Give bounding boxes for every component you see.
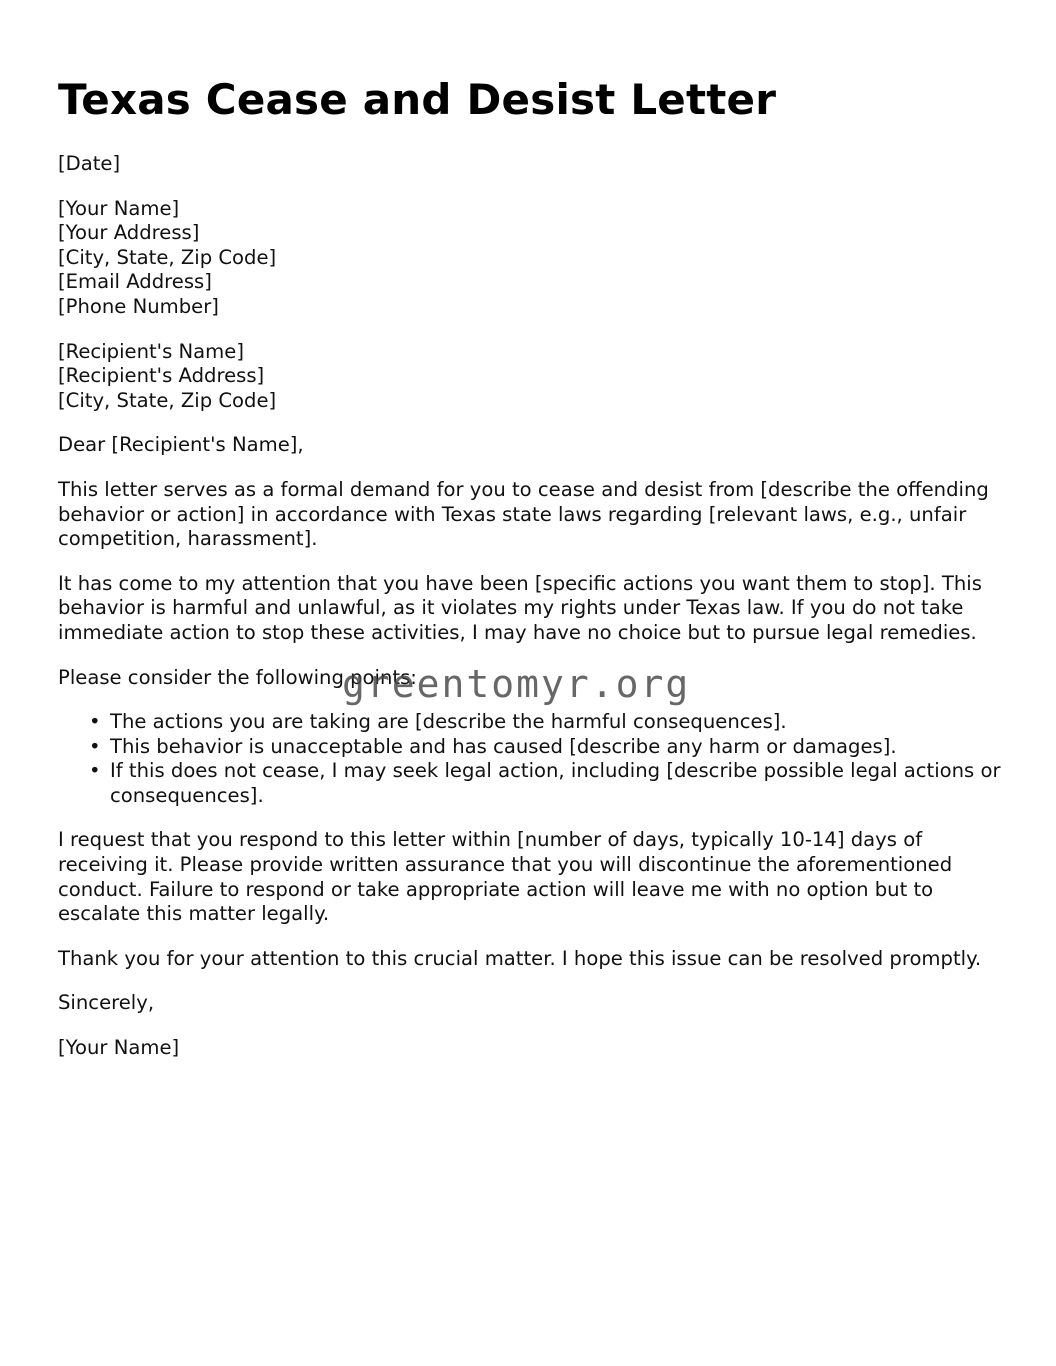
watermark: greentomyr.org: [342, 662, 691, 706]
list-item-text: This behavior is unacceptable and has caused [describe any harm or damages].: [110, 734, 897, 758]
recipient-address: [Recipient's Address]: [58, 364, 265, 388]
list-item: [89, 734, 1003, 760]
bullet-icon: •: [89, 710, 101, 734]
paragraph-response-request: I request that you respond to this letter within [number of days, typically 10-14] days of receiving it. Please provide written assurance that you will discontinue the aforementioned conduct. Failure to respond or take appropriate action will leave me with no option but to escalate this matter legally.: [58, 828, 953, 926]
list-item: [89, 759, 1003, 808]
letter-page: [58, 0, 1003, 1061]
paragraph-points-intro: Please consider the following points:: [58, 665, 417, 689]
list-item: [89, 710, 1003, 735]
recipient-block: [58, 340, 1003, 414]
sender-address: [Your Address]: [58, 221, 200, 245]
recipient-city-state-zip: [City, State, Zip Code]: [58, 388, 277, 412]
paragraph-attention: It has come to my attention that you have been [specific actions you want them to stop]. This behavior is harmful and unlawful, as it violates my rights under Texas law. If you do not take immediate action to stop these activities, I may have no choice but to pursue legal remedies.: [58, 571, 982, 644]
list-item-text: If this does not cease, I may seek legal action, including [describe possible legal actions or consequences].: [110, 759, 1001, 807]
sender-city-state-zip: [City, State, Zip Code]: [58, 245, 277, 269]
closing: Sincerely,: [58, 991, 155, 1015]
letter-date: [Date]: [58, 152, 121, 175]
sender-phone: [Phone Number]: [58, 294, 219, 318]
bullet-icon: •: [89, 734, 101, 758]
paragraph-demand: This letter serves as a formal demand for you to cease and desist from [describe the offending behavior or action] in accordance with Texas state laws regarding [relevant laws, e.g., unfair competition, harassment].: [58, 477, 989, 551]
bullet-icon: •: [89, 759, 101, 783]
sender-block: [58, 197, 1003, 320]
list-item-text: The actions you are taking are [describe the harmful consequences].: [110, 710, 787, 734]
paragraph-thanks: Thank you for your attention to this crucial matter. I hope this issue can be resolved promptly.: [58, 946, 982, 970]
recipient-name: [Recipient's Name]: [58, 339, 244, 363]
points-list: [58, 710, 1003, 808]
signature: [Your Name]: [58, 1036, 180, 1060]
sender-email: [Email Address]: [58, 270, 212, 294]
sender-name: [Your Name]: [58, 196, 180, 220]
page-title: Texas Cease and Desist Letter: [58, 75, 777, 124]
salutation: Dear [Recipient's Name],: [58, 433, 304, 457]
